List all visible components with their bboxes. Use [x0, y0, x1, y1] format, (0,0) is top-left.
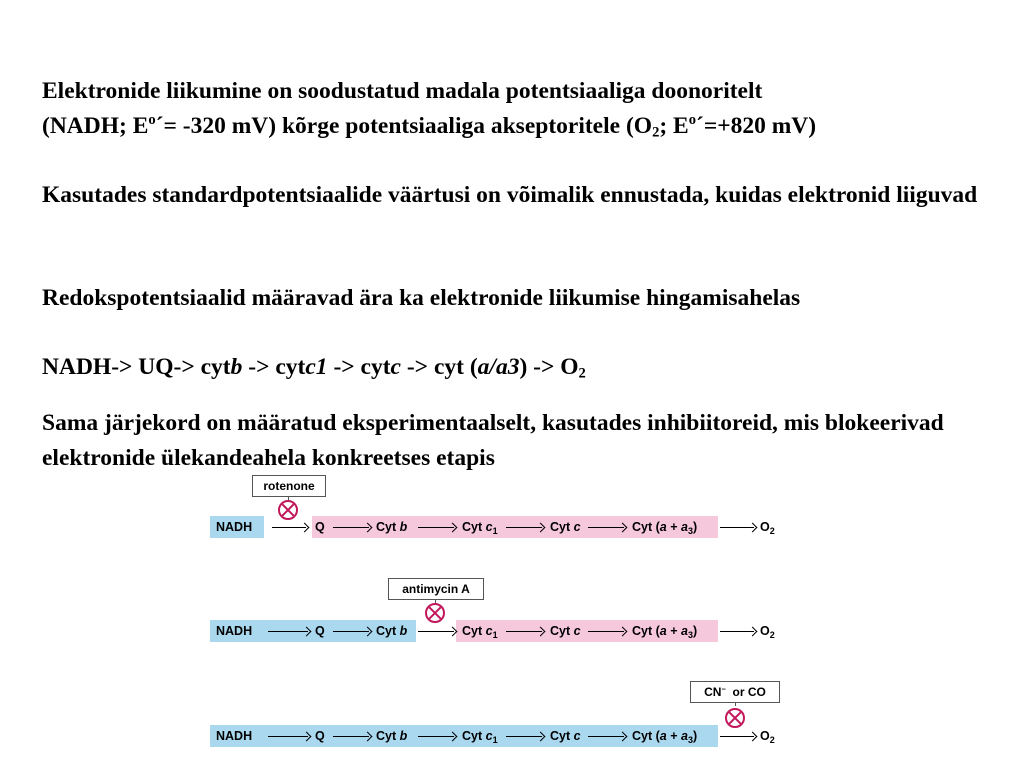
chain-o2: $O_2$ [760, 520, 775, 536]
italic-fragment: a/a3 [477, 354, 520, 380]
chain-row-cyanide [0, 725, 1024, 747]
arrow [720, 527, 754, 528]
chain-row-rotenone [0, 516, 1024, 538]
chain-q: Q [315, 729, 325, 743]
chain-cyt-c1: Cyt $c_1$ [462, 729, 498, 745]
superscript: o [688, 111, 696, 128]
chain-cyt-b: Cyt b [376, 729, 408, 743]
chain-q: Q [315, 520, 325, 534]
arrow [333, 527, 369, 528]
paragraph-electron-flow [42, 74, 1002, 144]
text-fragment: ; E [659, 113, 689, 139]
chain-cyt-c: Cyt c [550, 520, 581, 534]
text-fragment: -> cyt ( [400, 354, 478, 380]
arrow [333, 736, 369, 737]
chain-cyt-c1: Cyt $c_1$ [462, 520, 498, 536]
italic-fragment: b [230, 354, 243, 380]
subscript: 2 [652, 124, 660, 141]
text-fragment: -> cyt [242, 354, 306, 380]
paragraph-chain-sequence [42, 350, 1002, 385]
chain-o2: $O_2$ [760, 624, 775, 640]
arrow [588, 527, 624, 528]
arrow [720, 631, 754, 632]
text-fragment: ´=+820 mV) [696, 113, 817, 139]
chain-cyt-c1: Cyt $c_1$ [462, 624, 498, 640]
chain-row-antimycin [0, 620, 1024, 642]
text-fragment: ) -> O [519, 354, 579, 380]
arrow [588, 736, 624, 737]
arrow [418, 527, 454, 528]
text-fragment: -> cyt [327, 354, 391, 380]
inhibitor-label-rotenone: rotenone [252, 475, 326, 497]
superscript: o [148, 111, 156, 128]
chain-cyt-aa3: Cyt $(a + a_3)$ [632, 624, 698, 640]
text-fragment: (NADH; E [42, 113, 149, 139]
chain-cyt-c: Cyt c [550, 624, 581, 638]
arrow [268, 631, 308, 632]
paragraph-standard-potentials: Kasutades standardpotentsiaalide väärtusi on võimalik ennustada, kuidas elektronid liiguvad [42, 182, 978, 208]
chain-cyt-b: Cyt b [376, 520, 408, 534]
arrow [418, 736, 454, 737]
arrow [333, 631, 369, 632]
subscript: 2 [578, 365, 586, 382]
chain-nadh: NADH [216, 729, 253, 743]
inhibitor-connector [735, 703, 736, 706]
chain-cyt-b: Cyt b [376, 624, 408, 638]
inhibitor-label-antimycin: antimycin A [388, 578, 484, 600]
italic-fragment: c1 [305, 354, 328, 380]
italic-fragment: c [390, 354, 401, 380]
arrow [418, 631, 454, 632]
chain-cyt-aa3: Cyt $(a + a_3)$ [632, 729, 698, 745]
paragraph-inhibitors: Sama järjekord on määratud eksperimentaalselt, kasutades inhibiitoreid, mis blokeerivad elektronide ülekandeahela konkreetses etapis [42, 410, 944, 471]
arrow [506, 631, 542, 632]
arrow [588, 631, 624, 632]
arrow [268, 736, 308, 737]
arrow [506, 527, 542, 528]
arrow [272, 527, 306, 528]
inhibitor-label-cyanide-co: CN− or CO [690, 681, 780, 703]
chain-q: Q [315, 624, 325, 638]
arrow [720, 736, 754, 737]
chain-o2: $O_2$ [760, 729, 775, 745]
chain-cyt-aa3: Cyt $(a + a_3)$ [632, 520, 698, 536]
text-fragment: NADH-> UQ-> cyt [42, 354, 231, 380]
arrow [506, 736, 542, 737]
text-line: Elektronide liikumine on soodustatud madala potentsiaaliga doonoritelt [42, 78, 763, 104]
chain-cyt-c: Cyt c [550, 729, 581, 743]
text-fragment: ´= -320 mV) kõrge potentsiaaliga akseptoritele (O [155, 113, 653, 139]
chain-nadh: NADH [216, 520, 253, 534]
paragraph-redox-potentials: Redokspotentsiaalid määravad ära ka elektronide liikumise hingamisahelas [42, 285, 801, 311]
chain-nadh: NADH [216, 624, 253, 638]
